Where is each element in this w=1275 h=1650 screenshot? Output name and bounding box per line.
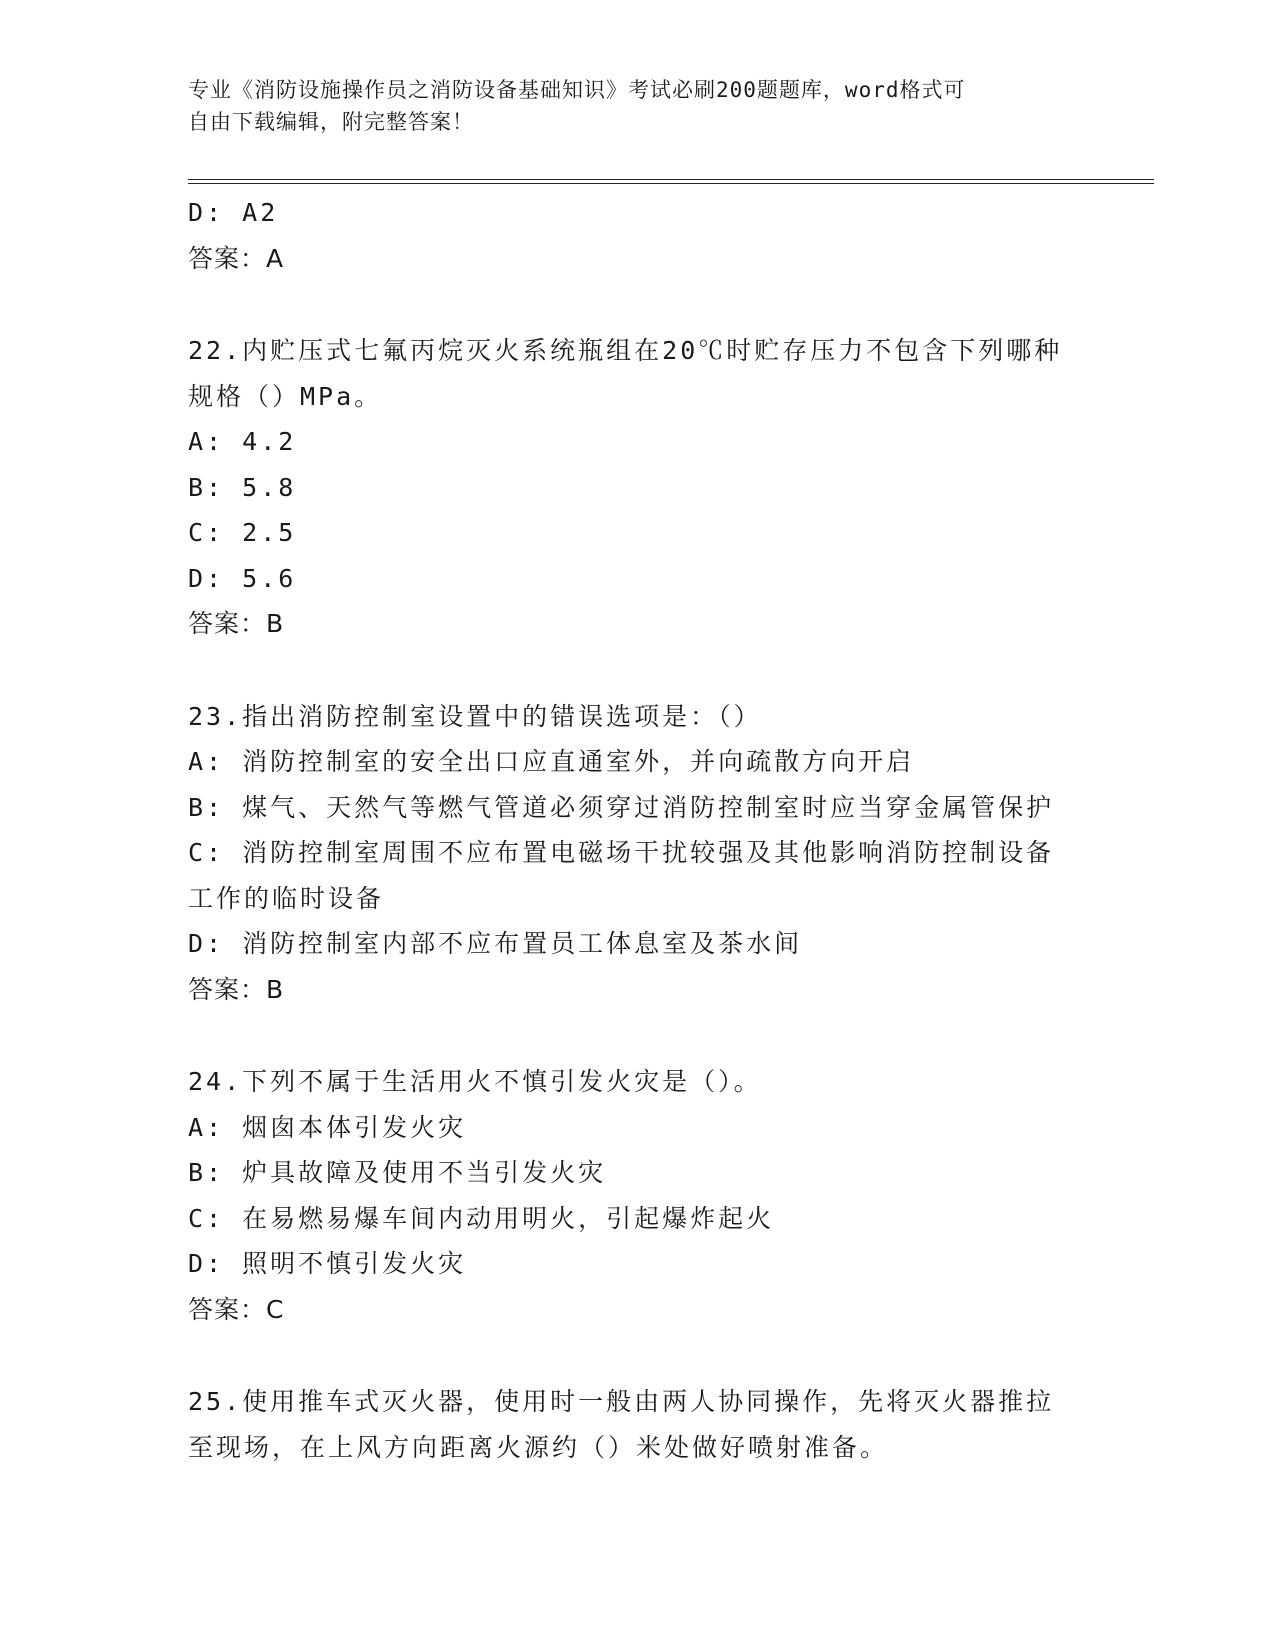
q24-option-d: D: 照明不慎引发火灾 <box>188 1249 467 1278</box>
q25-stem-line-1: 25.使用推车式灭火器，使用时一般由两人协同操作，先将灭火器推拉 <box>188 1387 1055 1416</box>
q23-option-d: D: 消防控制室内部不应布置员工体息室及茶水间 <box>188 929 803 958</box>
question-22 <box>188 328 1088 647</box>
q23-answer: 答案：B <box>188 974 285 1004</box>
header-divider-top <box>188 179 1154 180</box>
question-25 <box>188 1379 1088 1470</box>
q24-option-b: B: 炉具故障及使用不当引发火灾 <box>188 1158 607 1187</box>
header-divider-bottom <box>188 183 1154 184</box>
header-line-2: 自由下载编辑，附完整答案！ <box>188 110 474 134</box>
question-23 <box>188 694 1088 1013</box>
q22-option-a: A: 4.2 <box>188 427 297 456</box>
q25-stem-line-2: 至现场，在上风方向距离火源约（）米处做好喷射准备。 <box>188 1432 889 1462</box>
q24-stem: 24.下列不属于生活用火不慎引发火灾是（）。 <box>188 1067 762 1096</box>
q22-option-b: B: 5.8 <box>188 472 297 502</box>
q22-answer: 答案：B <box>188 609 285 638</box>
q24-option-a: A: 烟囱本体引发火灾 <box>188 1112 467 1142</box>
q23-stem: 23.指出消防控制室设置中的错误选项是：（） <box>188 701 762 731</box>
question-21 <box>188 190 1088 281</box>
q22-option-d: D: 5.6 <box>188 563 297 593</box>
q21-answer: 答案：A <box>188 243 285 273</box>
question-list <box>188 190 1088 1470</box>
q24-answer: 答案：C <box>188 1294 285 1324</box>
q23-option-b: B: 煤气、天然气等燃气管道必须穿过消防控制室时应当穿金属管保护 <box>188 792 1055 822</box>
q24-option-c: C: 在易燃易爆车间内动用明火，引起爆炸起火 <box>188 1203 775 1233</box>
q22-stem-line-1: 22.内贮压式七氟丙烷灭火系统瓶组在20℃时贮存压力不包含下列哪种 <box>188 336 1063 365</box>
q23-option-c-line-1: C: 消防控制室周围不应布置电磁场干扰较强及其他影响消防控制设备 <box>188 838 1055 867</box>
q22-option-c: C: 2.5 <box>188 518 297 547</box>
page-header <box>188 74 1088 138</box>
q22-stem-line-2: 规格（）MPa。 <box>188 381 383 411</box>
q23-option-a: A: 消防控制室的安全出口应直通室外，并向疏散方向开启 <box>188 747 915 776</box>
q23-option-c-line-2: 工作的临时设备 <box>188 883 385 913</box>
question-24 <box>188 1059 1088 1332</box>
q21-option-d: D: A2 <box>188 198 279 227</box>
header-line-1: 专业《消防设施操作员之消防设备基础知识》考试必刷200题题库，word格式可 <box>188 78 966 102</box>
